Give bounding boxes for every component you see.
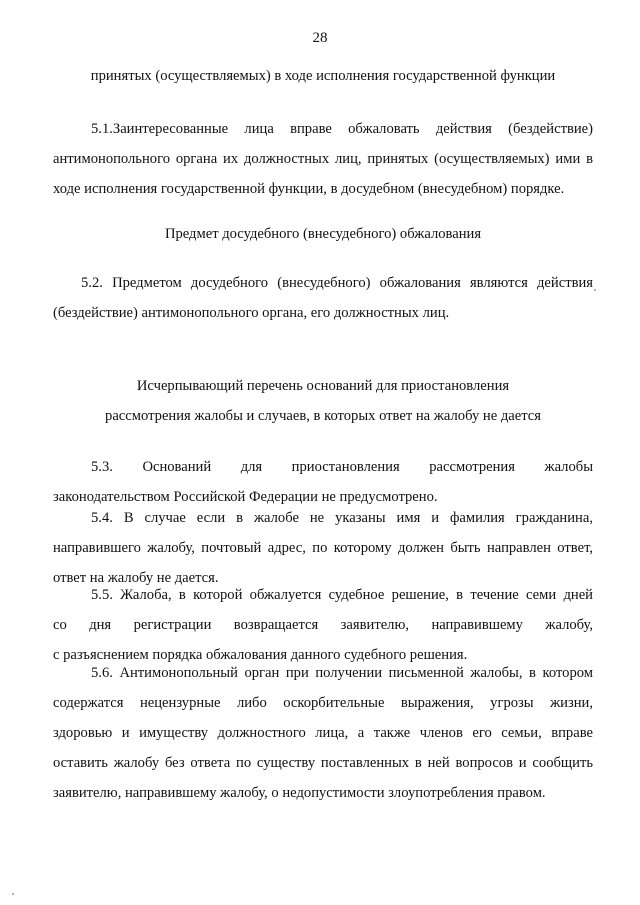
paragraph-line: оставить жалобу без ответа по существу поставленных в ней вопросов и сообщить xyxy=(53,755,593,771)
paragraph-line: 5.4. В случае если в жалобе не указаны имя и фамилия гражданина, xyxy=(91,510,593,526)
paragraph-line: 5.2. Предметом досудебного (внесудебного) обжалования являются действия xyxy=(81,275,593,291)
heading-line: рассмотрения жалобы и случаев, в которых ответ на жалобу не дается xyxy=(105,408,541,424)
heading-grounds xyxy=(53,371,593,431)
heading-line: Предмет досудебного (внесудебного) обжалования xyxy=(164,226,482,242)
paragraph-line: со дня регистрации возвращается заявителю, направившему жалобу, xyxy=(53,617,593,633)
paragraph-line: направившего жалобу, почтовый адрес, по которому должен быть направлен ответ, xyxy=(53,540,593,556)
scan-speck xyxy=(594,289,596,291)
section-title-continuation xyxy=(53,61,593,91)
paragraph-line: 5.3. Оснований для приостановления рассмотрения жалобы xyxy=(91,459,593,475)
paragraph-line: здоровью и имуществу должностного лица, а также членов его семьи, вправе xyxy=(53,725,593,741)
paragraph-line: с разъяснением порядка обжалования данного судебного решения. xyxy=(53,647,468,663)
paragraph-line: ответ на жалобу не дается. xyxy=(53,570,219,586)
paragraph-5-5 xyxy=(53,580,593,670)
paragraph-line: ходе исполнения государственной функции, в досудебном (внесудебном) порядке. xyxy=(53,181,565,197)
paragraph-line: (бездействие) антимонопольного органа, его должностных лиц. xyxy=(53,305,450,321)
section-title-line: принятых (осуществляемых) в ходе исполнения государственной функции xyxy=(90,68,556,84)
paragraph-line: 5.5. Жалоба, в которой обжалуется судебное решение, в течение семи дней xyxy=(91,587,593,603)
paragraph-5-6 xyxy=(53,658,593,808)
paragraph-5-1 xyxy=(53,114,593,204)
paragraph-5-2 xyxy=(53,268,593,328)
paragraph-line: антимонопольного органа их должностных лиц, принятых (осуществляемых) ими в xyxy=(53,151,593,167)
paragraph-line: 5.1.Заинтересованные лица вправе обжаловать действия (бездействие) xyxy=(91,121,593,137)
scan-speck xyxy=(12,893,14,895)
page-number: 28 xyxy=(312,30,328,46)
paragraph-line: 5.6. Антимонопольный орган при получении письменной жалобы, в котором xyxy=(91,665,593,681)
heading-subject xyxy=(53,219,593,249)
paragraph-line: законодательством Российской Федерации не предусмотрено. xyxy=(53,489,438,505)
paragraph-line: заявителю, направившему жалобу, о недопустимости злоупотребления правом. xyxy=(53,785,546,801)
heading-line: Исчерпывающий перечень оснований для приостановления xyxy=(136,378,510,394)
paragraph-line: содержатся нецензурные либо оскорбительные выражения, угрозы жизни, xyxy=(53,695,593,711)
